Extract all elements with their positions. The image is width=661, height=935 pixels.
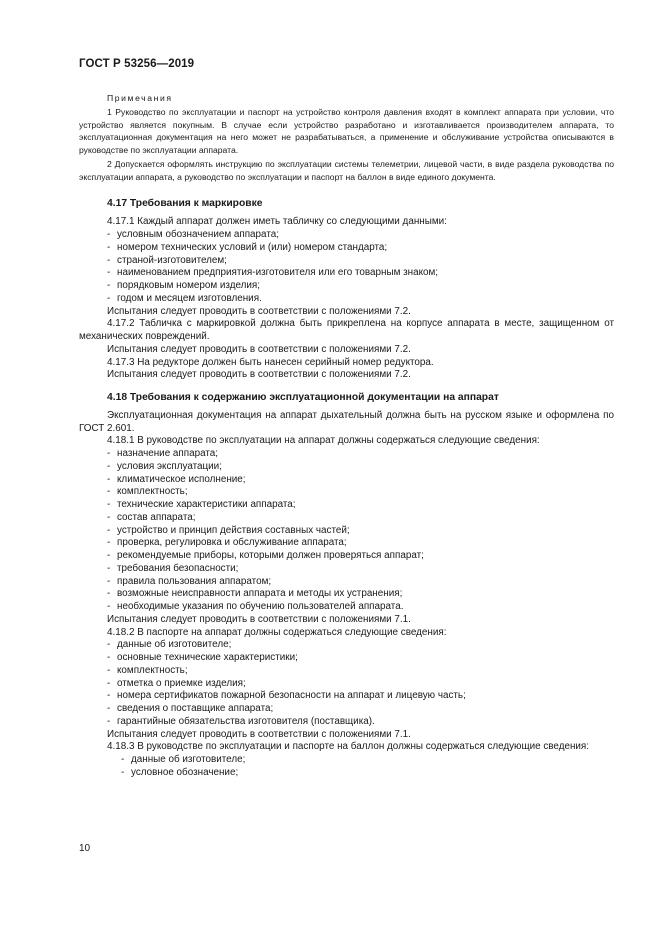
main-text bbox=[79, 198, 614, 780]
list-4-17-1 bbox=[79, 229, 614, 306]
paragraph-4-17-2: 4.17.2 Табличка с маркировкой должна быть прикреплена на корпусе аппарата в месте, защищенном от механических повреждений. bbox=[79, 318, 614, 343]
paragraph-4-18-intro: Эксплуатационная документация на аппарат дыхательный должна быть на русском языке и оформлена по ГОСТ 2.601. bbox=[79, 409, 614, 434]
list-item: - условным обозначением аппарата; bbox=[79, 229, 614, 242]
list-item: - устройство и принцип действия составных частей; bbox=[79, 525, 614, 538]
list-item: - отметка о приемке изделия; bbox=[79, 678, 614, 691]
list-item: - номером технических условий и (или) номером стандарта; bbox=[79, 242, 614, 255]
section-heading-4-17: 4.17 Требования к маркировке bbox=[107, 197, 263, 209]
list-item: - гарантийные обязательства изготовителя (поставщика). bbox=[79, 716, 614, 729]
paragraph-4-18-3: 4.18.3 В руководстве по эксплуатации и паспорте на баллон должны содержаться следующие сведения: bbox=[107, 741, 590, 753]
list-item: - годом и месяцем изготовления. bbox=[79, 293, 614, 306]
list-item: - основные технические характеристики; bbox=[79, 652, 614, 665]
list-item: - правила пользования аппаратом; bbox=[79, 576, 614, 589]
list-item: - требования безопасности; bbox=[79, 563, 614, 576]
list-item: - комплектность; bbox=[79, 486, 614, 499]
list-item: - данные об изготовителе; bbox=[79, 639, 614, 652]
document-header: ГОСТ Р 53256—2019 bbox=[79, 58, 195, 70]
notes-block bbox=[79, 92, 614, 184]
list-item: - порядковым номером изделия; bbox=[79, 280, 614, 293]
notes-title: Примечания bbox=[107, 93, 173, 103]
list-item: - назначение аппарата; bbox=[79, 448, 614, 461]
test-note: Испытания следует проводить в соответствии с положениями 7.2. bbox=[107, 305, 411, 317]
list-item: - рекомендуемые приборы, которыми должен проверяться аппарат; bbox=[79, 550, 614, 563]
test-note: Испытания следует проводить в соответствии с положениями 7.1. bbox=[107, 613, 411, 625]
list-4-18-3 bbox=[79, 754, 614, 780]
paragraph-4-17-1: 4.17.1 Каждый аппарат должен иметь табличку со следующими данными: bbox=[107, 216, 447, 228]
list-item: - проверка, регулировка и обслуживание аппарата; bbox=[79, 537, 614, 550]
list-item: - технические характеристики аппарата; bbox=[79, 499, 614, 512]
list-item: - возможные неисправности аппарата и методы их устранения; bbox=[79, 588, 614, 601]
list-item: - наименованием предприятия-изготовителя или его товарным знаком; bbox=[79, 267, 614, 280]
list-item: - комплектность; bbox=[79, 665, 614, 678]
list-item: - климатическое исполнение; bbox=[79, 474, 614, 487]
paragraph-4-18-1: 4.18.1 В руководстве по эксплуатации на аппарат должны содержаться следующие сведения: bbox=[107, 435, 540, 447]
list-item: - страной-изготовителем; bbox=[79, 255, 614, 268]
note-2: 2 Допускается оформлять инструкцию по эксплуатации системы телеметрии, лицевой части, в виде раздела руководства по эксплуатации аппарата, а руководство по эксплуатации и паспорт на баллон в виде единого документа. bbox=[79, 158, 614, 182]
paragraph-4-17-3: 4.17.3 На редукторе должен быть нанесен серийный номер редуктора. bbox=[107, 356, 434, 368]
list-item: - номера сертификатов пожарной безопасности на аппарат и лицевую часть; bbox=[79, 690, 614, 703]
paragraph-4-18-2: 4.18.2 В паспорте на аппарат должны содержаться следующие сведения: bbox=[107, 626, 447, 638]
list-item: - сведения о поставщике аппарата; bbox=[79, 703, 614, 716]
test-note: Испытания следует проводить в соответствии с положениями 7.2. bbox=[107, 369, 411, 381]
list-item: - необходимые указания по обучению пользователей аппарата. bbox=[79, 601, 614, 614]
list-4-18-2 bbox=[79, 639, 614, 728]
page-content bbox=[79, 92, 614, 780]
list-item: - данные об изготовителе; bbox=[79, 754, 614, 767]
list-item: - условное обозначение; bbox=[79, 767, 614, 780]
list-item: - состав аппарата; bbox=[79, 512, 614, 525]
list-item: - условия эксплуатации; bbox=[79, 461, 614, 474]
list-4-18-1 bbox=[79, 448, 614, 614]
section-heading-4-18: 4.18 Требования к содержанию эксплуатационной документации на аппарат bbox=[107, 392, 499, 404]
test-note: Испытания следует проводить в соответствии с положениями 7.2. bbox=[107, 343, 411, 355]
note-1: 1 Руководство по эксплуатации и паспорт на устройство контроля давления входят в комплект аппарата при условии, что устройство является покупным. В случае если устройство разработано и изготавливается производителем аппарата, то эксплуатационная документация на него может не разрабатываться, а применение и обслуживание устройства описываются в руководстве по эксплуатации аппарата. bbox=[79, 106, 614, 156]
test-note: Испытания следует проводить в соответствии с положениями 7.1. bbox=[107, 728, 411, 740]
page-number: 10 bbox=[79, 843, 91, 854]
